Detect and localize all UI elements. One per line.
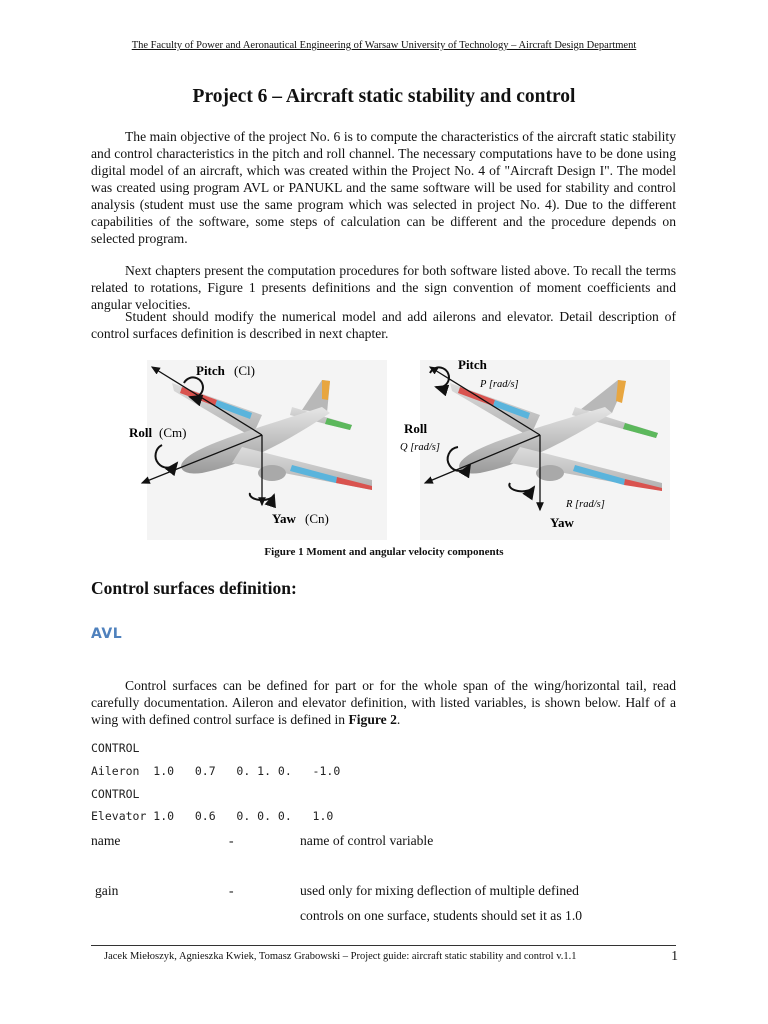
page-number: 1 <box>671 948 678 963</box>
code-line-aileron: Aileron 1.0 0.7 0. 1. 0. -1.0 <box>91 764 341 778</box>
left-roll-label: Roll <box>129 425 153 440</box>
definition-gain-description-2: controls on one surface, students should set it as 1.0 <box>300 908 583 923</box>
figure-2-reference: Figure 2 <box>348 712 397 727</box>
code-line-control-2: CONTROL <box>91 787 140 801</box>
paragraph-modify-model-text: Student should modify the numerical model and add ailerons and elevator. Detail description of control surfaces definition is described in next chapter. <box>91 309 676 341</box>
figure-1-caption: Figure 1 Moment and angular velocity components <box>264 546 504 558</box>
right-roll-rate: Q [rad/s] <box>400 442 440 453</box>
aircraft-diagram-svg <box>122 355 676 545</box>
paragraph-objective-text: The main objective of the project No. 6 is to compute the characteristics of the aircraft static stability and control characteristics in the pitch and roll channel. The necessary computations have to be done using digital model of an aircraft, which was created within the Project No. 4 of "Aircraft Design I". The model was created using program AVL or PANUKL and the same software will be used for stability and control analysis (student must use the same program which was selected in project No. 4). Due to the different capabilities of the software, some steps of calculation can be different and the procedure depends on selected program. <box>91 129 676 246</box>
figure-1-aircraft-axes <box>122 355 676 545</box>
footer-divider <box>91 945 676 946</box>
right-yaw-rate: R [rad/s] <box>566 499 605 510</box>
definition-name-description: name of control variable <box>300 833 434 848</box>
left-yaw-coefficient: (Cn) <box>305 511 329 526</box>
definition-name-dash: - <box>229 833 234 848</box>
paragraph-modify-model <box>91 308 676 342</box>
right-pitch-rate: P [rad/s] <box>480 379 519 390</box>
section-heading-control-surfaces: Control surfaces definition: <box>91 578 297 598</box>
right-roll-label: Roll <box>404 421 428 436</box>
paragraph-objective <box>91 128 676 247</box>
page-title: Project 6 – Aircraft static stability and control <box>192 86 576 107</box>
footer-authors: Jacek Miełoszyk, Agnieszka Kwiek, Tomasz Grabowski – Project guide: aircraft static stability and control v.1.1 <box>104 951 577 962</box>
code-line-control-1: CONTROL <box>91 741 140 755</box>
paragraph-control-surfaces-text <box>91 677 676 728</box>
left-pitch-coefficient: (Cl) <box>234 363 255 378</box>
right-yaw-label: Yaw <box>550 515 574 530</box>
definition-gain-term: gain <box>95 883 119 898</box>
right-aircraft <box>400 357 670 540</box>
page-header: The Faculty of Power and Aeronautical Engineering of Warsaw University of Technology – Aircraft Design Department <box>131 40 637 51</box>
paragraph-procedures-text: Next chapters present the computation procedures for both software listed above. To recall the terms related to rotations, Figure 1 presents definitions and the sign convention of moment coefficients and angular velocities. <box>91 263 676 312</box>
paragraph-control-surfaces <box>91 677 676 728</box>
subsection-heading-avl: AVL <box>91 626 123 642</box>
left-aircraft <box>129 360 387 540</box>
left-yaw-label: Yaw <box>272 511 296 526</box>
definition-name-term: name <box>91 833 121 848</box>
definition-gain-dash: - <box>229 883 234 898</box>
right-pitch-label: Pitch <box>458 357 487 372</box>
paragraph-control-surfaces-end: . <box>396 712 401 727</box>
left-pitch-label: Pitch <box>196 363 225 378</box>
definition-gain-description-1: used only for mixing deflection of multiple defined <box>300 883 579 898</box>
paragraph-control-surfaces-main: Control surfaces can be defined for part or for the whole span of the wing/horizontal tail, read carefully documentation. Aileron and elevator definition, with listed variables, is shown below. Half of a wing with defined control surface is defined in <box>91 678 676 727</box>
code-line-elevator: Elevator 1.0 0.6 0. 0. 0. 1.0 <box>91 809 334 823</box>
left-roll-coefficient: (Cm) <box>159 425 187 440</box>
paragraph-procedures <box>91 262 676 313</box>
